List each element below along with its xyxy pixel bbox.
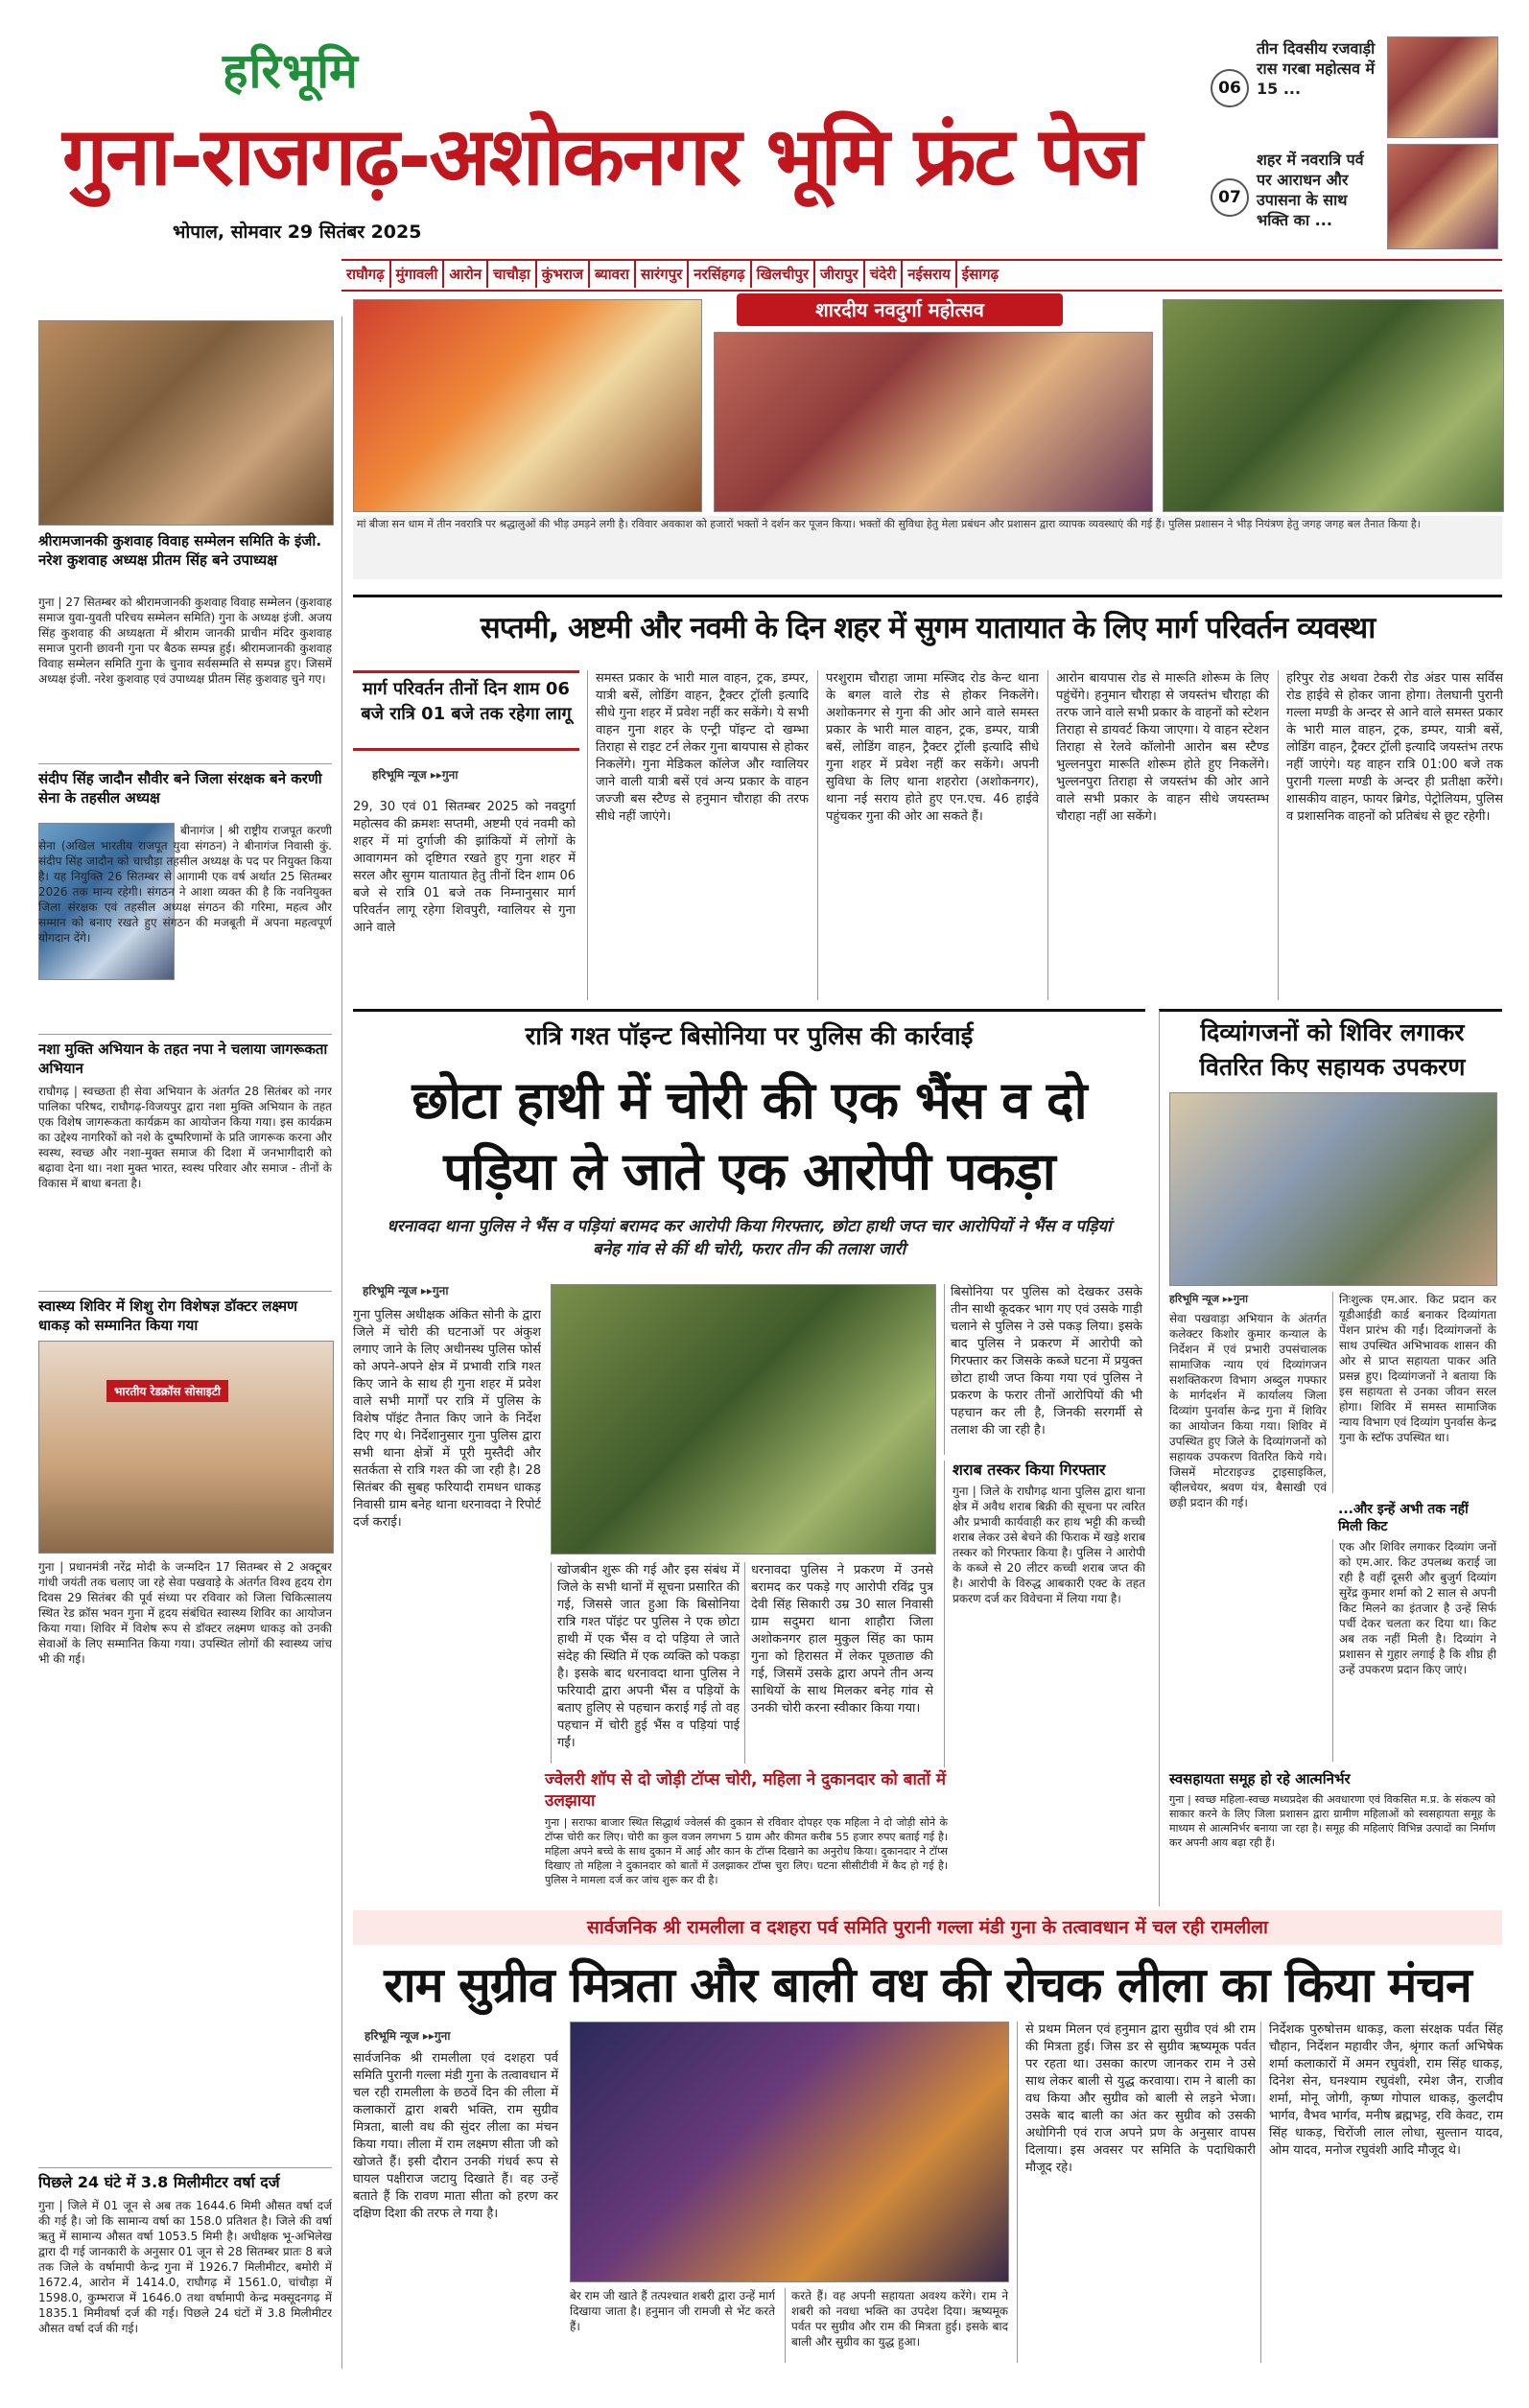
teaser-number: 06 bbox=[1211, 69, 1249, 107]
city-item[interactable]: नरसिंहगढ़ bbox=[689, 261, 751, 288]
jewel-body: गुना | सराफा बाजार स्थित सिद्धार्थ ज्वेलर्स की दुकान से रविवार दोपहर एक महिला ने दो जोड़ी सोने के टॉप्स चोरी कर लिए। चोरी का कुल वजन लगभग 5 ग्राम और कीमत करीब 55 हजार रुपए बताई गई है। महिला अपने बच्चे के साथ दुकान में आई और कान के टॉप्स दिखाने का अनुरोध किया। दुकानदार ने टॉप्स दिखाए तो महिला ने दुकानदार को बातों में उलझाकर टॉप्स चुरा लिए। घटना सीसीटीवी में कैद हो गई है। पुलिस ने मामला दर्ज कर जांच शुरू कर दी है। bbox=[545, 1816, 948, 1886]
city-item[interactable]: जीरापुर bbox=[815, 261, 865, 288]
story1-photo bbox=[38, 320, 334, 526]
story4-body: गुना | प्रधानमंत्री नरेंद्र मोदी के जन्मदिन 17 सितम्बर से 2 अक्टूबर गांधी जयंती तक चलाए जा रहे सेवा पखवाड़े के अंतर्गत विश्व हृदय रोग दिवस 29 सितंबर की पूर्व संध्या पर रविवार को जिला चिकित्सालय स्थित रेड क्रॉस भवन गुना में हृदय संबंधित स्वास्थ्य शिविर का आयोजन किया गया। शिविर में विशेष रूप से डॉक्टर लक्ष्मण धाकड़ को उनकी सेवाओं के लिए सम्मानित किया गया। उपस्थित लोगों की स्वास्थ्य जांच भी की गई। bbox=[38, 1560, 332, 1666]
city-item[interactable]: चंदेरी bbox=[865, 261, 904, 288]
theft-col-4: बिसोनिया पर पुलिस को देखकर उसके तीन साथी कूदकर भाग गए एवं उसके गाड़ी चलाने से पुलिस ने उसे पकड़ लिया। इसके बाद पुलिस ने प्रकरण में आरोपी को गिरफ्तार कर जिसके कब्जे घटना में प्रयुक्त छोटा हाथी जप्त किया गया एवं पुलिस ने प्रकरण के फरार तीनों आरोपियों की भी पहचान कर ली है, जिनकी सरगर्मी से तलाश की जा रही है। bbox=[944, 1284, 1142, 1455]
story4-photo bbox=[38, 1341, 334, 1554]
story2-headline[interactable]: संदीप सिंह जादौन सौवीर बने जिला संरक्षक बने करणी सेना के तहसील अध्यक्ष bbox=[38, 770, 322, 807]
story2-body: बीनागंज | श्री राष्ट्रीय राजपूत करणी सेना (अखिल भारतीय राजपूत युवा संगठन) ने बीनागंज निवासी कुं. संदीप सिंह जादौन को चाचौड़ा तहसील अध्यक्ष के पद पर नियुक्त किया है। यह नियुक्ति 26 सितम्बर से आगामी एक वर्ष अर्थात 25 सितम्बर 2026 तक मान्य रहेगी। संगठन ने आशा व्यक्त की है कि नवनियुक्त जिला संरक्षक एवं तहसील अध्यक्ष संगठन की गरिमा, महत्व और सम्मान को बनाए रखते हुए संगठन की मजबूती में अपना महत्वपूर्ण योगदान देंगे। bbox=[38, 824, 332, 945]
ramleela-caption: बेर राम जी खाते हैं तत्पश्चात शबरी द्वारा उन्हें मार्ग दिखाया जाता है। हनुमान जी रामजी से भेंट करते हैं। bbox=[570, 2289, 775, 2333]
city-item[interactable]: कुंभराज bbox=[537, 261, 590, 288]
divyang-byline: हरिभूमि न्यूज ▸▸गुना bbox=[1169, 1293, 1248, 1305]
divyang-col-2: निःशुल्क एम.आर. किट प्रदान कर यूडीआईडी कार्ड बनाकर दिव्यांगता पेंशन प्रारंभ की गईं। दिव्यांगजनों के साथ उपस्थित अभिभावक शासन की ओर से प्राप्त सहायता पाकर अति प्रसन्न हुए। दिव्यांगजनों ने बताया कि इस सहायता से उनका जीवन सरल होगा। शिविर में समस्त सामाजिक न्याय विभाग एवं दिव्यांग पुनर्वास केन्द्र गुना के स्टॉफ उपस्थित था। bbox=[1332, 1292, 1496, 1493]
divyang-section bbox=[1159, 1009, 1502, 1906]
dateline: भोपाल, सोमवार 29 सितंबर 2025 bbox=[173, 222, 422, 243]
festival-section bbox=[353, 293, 1502, 585]
story4-headline[interactable]: स्वास्थ्य शिविर में शिशु रोग विशेषज्ञ डॉक्टर लक्ष्मण धाकड़ को सम्मानित किया गया bbox=[38, 1298, 297, 1334]
divider bbox=[38, 1034, 332, 1035]
divyang-col-1: सेवा पखवाड़ा अभियान के अंतर्गत कलेक्टर किशोर कुमार कन्याल के निर्देशन में एवं प्रभारी उपसंचालक सामाजिक न्याय एवं दिव्यांगजन सशक्तिकरण विभाग अब्दुल गफ्फार के मार्गदर्शन में कार्यालय जिला दिव्यांग पुनर्वास केन्द्र गुना में शिविर का आयोजन किया गया। शिविर में उपस्थित हुए जिले के दिव्यांगजनों को सहायक उपकरण वितरित किये गये। जिसमें मोटराइज्ड ट्राइसाइकिल, व्हीलचेयर, श्रवण यंत्र, बैसाखी एवं छड़ी प्रदान की गई। bbox=[1169, 1312, 1327, 1509]
story3-headline[interactable]: नशा मुक्ति अभियान के तहत नपा ने चलाया जागरूकता अभियान bbox=[38, 1040, 328, 1077]
theft-headline[interactable]: छोटा हाथी में चोरी की एक भैंस व दो पड़िया ले जाते एक आरोपी पकड़ा bbox=[412, 1070, 1087, 1202]
divider bbox=[38, 1291, 332, 1292]
festival-photo-3 bbox=[1163, 299, 1504, 512]
story4-banner: भारतीय रेडक्रॉस सोसाइटी bbox=[106, 1380, 228, 1402]
page-title: गुना-राजगढ़-अशोकनगर भूमि फ्रंट पेज bbox=[62, 109, 1141, 203]
ramleela-col-1: सार्वजनिक श्री रामलीला एवं दशहरा पर्व समिति पुरानी गल्ला मंडी गुना के तत्वावधान में चल रही रामलीला के छठवें दिन की लीला में कलाकारों द्वारा शबरी भक्ति, राम सुग्रीव मित्रता, बाली वध की सुंदर लीला का मंचन किया गया। लीला में राम लक्ष्मण सीता जी को खोजते हैं। इसी दौरान उनकी गंधर्व रूप से घायल पक्षीराज जटायु दिखाते हैं। वह उन्हें बताते हैं कि रावण माता सीता को हरण कर दक्षिण दिशा की तरफ ले गया है। bbox=[353, 2051, 558, 2221]
jewel-box bbox=[545, 1769, 948, 1904]
traffic-col-3: परशुराम चौराहा जामा मस्जिद रोड केन्ट थाना के बगल वाले रोड से होकर निकलेंगे। अशोकनगर से गुना की ओर आने वाले समस्त प्रकार के भारी माल वाहन, ट्रक, डम्पर, यात्री बसें, लोडिंग वाहन, ट्रैक्टर ट्रॉली इत्यादि सीधे गुना शहर में प्रवेश नहीं कर सकेंगे। अपनी सुविधा के लिए थाना शहरोरा (अशोकनगर), थाना नई सराय होते हुए एन.एच. 46 हाईवे पहुंचकर गुना की ओर आ सकते हैं। bbox=[817, 670, 1039, 1000]
festival-photo-2 bbox=[714, 332, 1153, 512]
theft-deck: धरनावदा थाना पुलिस ने भैंस व पड़ियां बरामद कर आरोपी किया गिरफ्तार, छोटा हाथी जप्त चार आरोपियों ने भैंस व पड़ियां बनेह गांव से कीं थी चोरी, फरार तीन की तलाश जारी bbox=[387, 1217, 1112, 1259]
ramleela-photo bbox=[570, 2022, 1009, 2282]
city-item[interactable]: चाचौड़ा bbox=[488, 261, 537, 288]
story1-body: गुना | 27 सितम्बर को श्रीरामजानकी कुशवाह विवाह सम्मेलन (कुशवाह समाज युवा-युवती परिचय सम्मेलन समिति) गुना के अध्यक्ष इंजी. अजय सिंह कुशवाह की अध्यक्षता में श्रीराम जानकी प्राचीन मंदिर कुशवाह समाज पुरानी छावनी गुना पर बैठक सम्पन्न हुई। श्रीरामजानकी कुशवाह विवाह सम्मेलन समिति गुना के चुनाव सर्वसम्मति से सम्पन्न हुए। जिसमें अध्यक्ष इंजी. नरेश कुशवाह एवं उपाध्यक्ष प्रीतम सिंह कुशवाह चुने गए। bbox=[38, 596, 332, 686]
story1-headline[interactable]: श्रीरामजानकी कुशवाह विवाह सम्मेलन समिति के इंजी. नरेश कुशवाह अध्यक्ष प्रीतम सिंह बने उपाध्यक्ष bbox=[38, 532, 322, 569]
traffic-box: मार्ग परिवर्तन तीनों दिन शाम 06 बजे रात्रि 01 बजे तक रहेगा लागू bbox=[353, 670, 579, 751]
ramleela-col-3: से प्रथम मिलन एवं हनुमान द्वारा सुग्रीव एवं श्री राम की मित्रता हुई। जिस डर से सुग्रीव ऋष्यमूक पर्वत पर रहता था। उसका कारण जानकर राम ने उसे साथ लेकर बाली से युद्ध करवाया। राम ने बाली का वध किया और सुग्रीव को बाली से लड़ने भेजा। उसके बाद बाली का अंत कर सुग्रीव को उसकी अधोगिनी एवं राज अपने प्रण के अनुसार वापस दिलाया। इस अवसर पर समिति के पदाधिकारी मौजूद रहे। bbox=[1017, 2022, 1256, 2363]
divyang-subhead[interactable]: ...और इन्हें अभी तक नहीं मिली किट bbox=[1338, 1502, 1469, 1534]
theft-photo bbox=[551, 1284, 936, 1555]
traffic-col-5: हरिपुर रोड अथवा टेकरी रोड अंडर पास सर्विस रोड हाईवे से होकर जाना होगा। तेलघानी पुरानी गल्ला मण्डी के अन्दर से आने वाले समस्त प्रकार के भारी माल वाहन, ट्रक, डम्पर, यात्री बसें, लोडिंग वाहन, ट्रैक्टर ट्रॉली इत्यादि जयस्तंभ तरफ नहीं जाएंगे। यह वाहन रात्रि 01:00 बजे तक पुरानी गल्ला मण्डी के अन्दर ही प्रतीक्षा करेंगे। शासकीय वाहन, फायर ब्रिगेड, पेट्रोलियम, पुलिस व प्रशासनिक वाहनों को प्रतिबंध से छूट रहेगी। bbox=[1278, 670, 1503, 1000]
traffic-byline: हरिभूमि न्यूज ▸▸गुना bbox=[372, 768, 459, 782]
traffic-col-1: 29, 30 एवं 01 सितम्बर 2025 को नवदुर्गा महोत्सव की क्रमशः सप्तमी, अष्टमी एवं नवमी को शहर में मां दुर्गाजी की झांकियों में लोगों के आवागमन को दृष्टिगत रखते हुए गुना शहर में सरल और सुगम यातायात हेतु तीनों दिन शाम 06 बजे से रात्रि 01 बजे तक निम्नानुसार मार्ग परिवर्तन लागू रहेगा शिवपुरी, ग्वालियर से गुना आने वाले bbox=[353, 800, 576, 935]
traffic-col-4: आरोन बायपास रोड से मारूति शोरूम के लिए पहुंचेंगे। हनुमान चौराहा से जयस्तंभ चौराहा की तरफ जाने वाले सभी प्रकार के वाहनों को स्टेशन तिराहा से डायवर्ट किया जाएगा। ये वाहन स्टेशन तिराहा से रेलवे कॉलोनी आरोन बस स्टैण्ड भुल्लनपुरा मारूति शोरूम होते हुए निकलेंगे। भुल्लनपुरा तिराहा से जयस्तंभ की ओर आने वाले सभी प्रकार के वाहन सीधे जयस्तम्भ चौराहा नहीं आ सकेंगे। bbox=[1047, 670, 1269, 1000]
city-item[interactable]: नईसराय bbox=[903, 261, 957, 288]
teaser-text: तीन दिवसीय रजवाड़ी रास गरबा महोत्सव में 15 ... bbox=[1257, 39, 1376, 98]
divider bbox=[38, 763, 332, 764]
teaser-text: शहर में नवरात्रि पर्व पर आराधन और उपासना के साथ भक्ति का ... bbox=[1257, 151, 1364, 229]
city-item[interactable]: ईसागढ़ bbox=[961, 266, 1000, 283]
masthead bbox=[0, 0, 1529, 278]
festival-banner: शारदीय नवदुर्गा महोत्सव bbox=[737, 293, 1063, 326]
city-item[interactable]: खिलचीपुर bbox=[752, 261, 815, 288]
city-strip bbox=[341, 259, 1502, 292]
left-column bbox=[38, 316, 342, 2369]
divider bbox=[38, 2167, 332, 2168]
theft-col-3: धरनावदा पुलिस ने प्रकरण में उनसे बरामद कर पकड़े गए आरोपी रविंद्र पुत्र देवी सिंह सिकारी उम्र 30 साल निवासी ग्राम सदुमरा थाना शाहौरा जिला अशोकनगर हाल मुकुल सिंह का फाम गुना को हिरासत में लेकर पूछताछ की गई, जिसमें उसके द्वारा अपने तीन अन्य साथियों के साथ मिलकर बनेह गांव से उनकी चोरी करना स्वीकार किया गया। bbox=[744, 1562, 933, 1764]
theft-byline: हरिभूमि न्यूज ▸▸गुना bbox=[363, 1284, 449, 1298]
theft-section bbox=[353, 1009, 1145, 1909]
city-item[interactable]: सारंगपुर bbox=[636, 261, 689, 288]
traffic-col-2: समस्त प्रकार के भारी माल वाहन, ट्रक, डम्पर, यात्री बसें, लोडिंग वाहन, ट्रैक्टर ट्रॉली इत्यादि सीधे गुना शहर में प्रवेश नहीं कर सकेंगे। ये सभी वाहन गुना शहर के एन्ट्री पॉइन्ट दो खम्भा तिराहा से राइट टर्न लेकर गुना बायपास से होकर निकलेंगे। गुना मेडिकल कॉलेज और ग्वालियर जाने वाली यात्री बसें एवं अन्य प्रकार के वाहन जज्जी बस स्टैण्ड से हनुमान चौराहा की तरफ सीधे नहीं जाएंगे। bbox=[587, 670, 809, 1000]
city-item[interactable]: ब्यावरा bbox=[590, 261, 636, 288]
festival-caption: मां बीजा सन धाम में तीन नवरात्रि पर श्रद्धालुओं की भीड़ उमड़ने लगी है। रविवार अवकाश को हजारों भक्तों ने दर्शन कर पूजन किया। भक्तों की सुविधा हेतु मेला प्रबंधन और प्रशासन द्वारा व्यापक व्यवस्थाएं की गई हैं। पुलिस प्रशासन ने भीड़ नियंत्रण हेतु जगह जगह बल तैनात किया है। bbox=[353, 516, 1502, 579]
city-item[interactable]: राघौगढ़ bbox=[341, 261, 391, 288]
ramleela-section bbox=[353, 1910, 1502, 2369]
divyang-photo bbox=[1169, 1092, 1497, 1286]
traffic-headline[interactable]: सप्तमी, अष्टमी और नवमी के दिन शहर में सुगम यातायात के लिए मार्ग परिवर्तन व्यवस्था bbox=[480, 611, 1376, 645]
brand-logo: हरिभूमि bbox=[223, 42, 359, 99]
ramleela-kicker: सार्वजनिक श्री रामलीला व दशहरा पर्व समिति पुरानी गल्ला मंडी गुना के तत्वावधान में चल रही रामलीला bbox=[353, 1910, 1502, 1945]
theft-col-1: गुना पुलिस अधीक्षक अंकित सोनी के द्वारा जिले में चोरी की घटनाओं पर अंकुश लगाए जाने के लिए अधीनस्थ पुलिस फोर्स को अपने-अपने क्षेत्र में प्रभावी रात्रि गश्त किए जाने के साथ ही गुना शहर में प्रवेश वाले सभी मार्गों पर रात्रि में पुलिस के विशेष पॉइंट तैनात किए जाने के निर्देश दिए गए थे। निर्देशानुसार गुना पुलिस द्वारा सभी थाना क्षेत्रों में पूरी मुस्तैदी और सतर्कता से रात्रि गश्त की जा रही है। 28 सितंबर की सुबह फरियादी रामधन धाकड़ निवासी ग्राम बनेह थाना धरनावदा ने रिपोर्ट दर्ज कराई। bbox=[353, 1308, 541, 1530]
teaser-photo bbox=[1387, 36, 1498, 138]
theft-col-2: खोजबीन शुरू की गई और इस संबंध में जिले के सभी थानों में सूचना प्रसारित की गई, जिससे जात हुआ कि बिसोनिया रात्रि गश्त पॉइंट पर पुलिस ने एक छोटा हाथी में एक भैंस व दो पड़िया ले जाते संदेह की स्थिति में एक व्यक्ति को पकड़ा है। इसके बाद धरनावदा थाना पुलिस ने फरियादी द्वारा अपनी भैंस व पड़ियों के बताए हुलिए से पहचान कराई गई तो वह पहचान में चोरी हुई भैंस व पड़ियां पाई गईं। bbox=[551, 1562, 740, 1764]
story5-headline[interactable]: पिछले 24 घंटे में 3.8 मिलीमीटर वर्षा दर्ज bbox=[38, 2173, 280, 2191]
shg-headline[interactable]: स्वसहायता समूह हो रहे आत्मनिर्भर bbox=[1169, 1770, 1351, 1788]
festival-photo-1 bbox=[353, 299, 702, 512]
theft-kicker: रात्रि गश्त पॉइन्ट बिसोनिया पर पुलिस की कार्रवाई bbox=[525, 1022, 974, 1051]
jewel-headline[interactable]: ज्वेलरी शॉप से दो जोड़ी टॉप्स चोरी, महिला ने दुकानदार को बातों में उलझाया bbox=[545, 1770, 947, 1811]
divyang-headline[interactable]: दिव्यांगजनों को शिविर लगाकर वितरित किए सहायक उपकरण bbox=[1199, 1018, 1466, 1081]
city-item[interactable]: मुंगावली bbox=[391, 261, 445, 288]
ramleela-headline[interactable]: राम सुग्रीव मित्रता और बाली वध की रोचक लीला का किया मंचन bbox=[384, 1957, 1471, 2013]
smuggler-body: गुना | जिले के राघौगढ़ थाना पुलिस द्वारा थाना क्षेत्र में अवैध शराब बिक्री की सूचना पर त्वरित और प्रभावी कार्यवाही कर हाथ भट्टी की कच्ची शराब लेकर उसे बेचने की फिराक में खड़े शराब तस्कर को गिरफ्तार किया है। पुलिस ने आरोपी के कब्जे से 20 लीटर कच्ची शराब जप्त की है। आरोपी के विरुद्ध आबकारी एक्ट के तहत प्रकरण दर्ज कर विवेचना में लिया गया है। bbox=[953, 1485, 1145, 1605]
ramleela-byline: हरिभूमि न्यूज ▸▸गुना bbox=[365, 2029, 451, 2043]
teaser-2[interactable] bbox=[1211, 144, 1498, 251]
story5-body: गुना | जिले में 01 जून से अब तक 1644.6 मिमी औसत वर्षा दर्ज की गई है। जो कि सामान्य वर्षा का 158.0 प्रतिशत है। जिले की वर्षा ऋतु में सामान्य औसत वर्षा 1053.5 मिमी है। अधीक्षक भू-अभिलेख द्वारा दी गई जानकारी के अनुसार 01 जून से 28 सितम्बर प्रातः 8 बजे तक जिले के वर्षामापी केन्द्र गुना में 1926.7 मिलीमीटर, बमोरी में 1672.4, आरोन में 1414.0, राघौगढ़ में 1561.0, चांचौड़ा में 1598.0, कुम्भराज में 1646.0 तथा वर्षामापी केन्द्र मक्सूदनगढ़ में 1835.1 मिमीवर्षा दर्ज की गई। पिछले 24 घंटों में 3.8 मिलीमीटर औसत वर्षा दर्ज की गई। bbox=[38, 2199, 332, 2335]
teaser-photo bbox=[1387, 144, 1498, 249]
teaser-1[interactable] bbox=[1211, 36, 1498, 140]
story3-body: राघौगढ़ | स्वच्छता ही सेवा अभियान के अंतर्गत 28 सितंबर को नगर पालिका परिषद, राघौगढ़-विजयपुर द्वारा नशा मुक्ति अभियान के तहत एक विशेष जागरूकता कार्यक्रम का आयोजन किया गया। इस कार्यक्रम का उद्देश्य नागरिकों को नशे के दुष्परिणामों के प्रति जागरूक करना और स्वस्थ, स्वच्छ और नशा-मुक्त समाज की दिशा में जनभागीदारी को बढ़ावा देना था। नशा मुक्त भारत, स्वस्थ परिवार और समाज - तीनों के विकास में बाधा बनता है। bbox=[38, 1085, 332, 1190]
smuggler-box bbox=[944, 1461, 1145, 1767]
shg-body: गुना | स्वच्छ महिला-स्वच्छ मध्यप्रदेश की अवधारणा एवं विकसित म.प्र. के संकल्प को साकार करने के लिए जिला प्रशासन द्वारा ग्रामीण महिलाओं को स्वसहायता समूह के माध्यम से आत्मनिर्भर बनाया जा रहा है। समूह की महिलाएं विभिन्न उत्पादों का निर्माण कर अपनी आय बढ़ा रही हैं। bbox=[1169, 1793, 1495, 1849]
teaser-number: 07 bbox=[1211, 178, 1249, 217]
city-item[interactable]: आरोन bbox=[444, 261, 488, 288]
ramleela-col-4: निर्देशक पुरुषोत्तम धाकड़, कला संरक्षक पर्वत सिंह चौहान, निर्देशन महावीर जैन, श्रृंगार कर्ता अभिषेक शर्मा कलाकारों में अमन रघुवंशी, राम सिंह धाकड़, दिनेश सेन, घनश्याम रघुवंशी, रमेश जैन, राजीव शर्मा, मोनू जोगी, कृष्ण गोपाल धाकड़, कुलदीप भार्गव, वैभव भार्गव, मनीष ब्रह्मभट्ट, रवि केवट, राम सिंह धाकड़, चिरोंजी लाल लोधा, सुल्तान यादव, ओम यादव, मनोज रघुवंशी आदि मौजूद थे। bbox=[1260, 2022, 1503, 2363]
divyang-col-2b: एक और शिविर लगाकर दिव्यांग जनों को एम.आर. किट उपलब्ध कराई जा रही है वहीं दूसरी और बुजुर्ग दिव्यांग सुरेंद्र कुमार शर्मा को 2 साल से अपनी किट मिलने का इंतजार है उन्हें सिर्फ पर्ची देकर चलता कर दिया था। किट अब तक नहीं मिली है। दिव्यांग ने प्रशासन से गुहार लगाई है कि शीघ्र ही उन्हें उपकरण प्रदान किए जाएं। bbox=[1332, 1539, 1496, 1762]
traffic-section bbox=[353, 595, 1502, 1006]
smuggler-headline[interactable]: शराब तस्कर किया गिरफ्तार bbox=[953, 1461, 1106, 1479]
ramleela-col-2: करते हैं। वह अपनी सहायता अवश्य करेंगे। राम ने शबरी को नवधा भक्ति का उपदेश दिया। ऋष्यमूक पर्वत पर सुग्रीव और राम की मित्रता हुई। इसके बाद बाली और सुग्रीव का युद्ध हुआ। bbox=[785, 2288, 1008, 2363]
